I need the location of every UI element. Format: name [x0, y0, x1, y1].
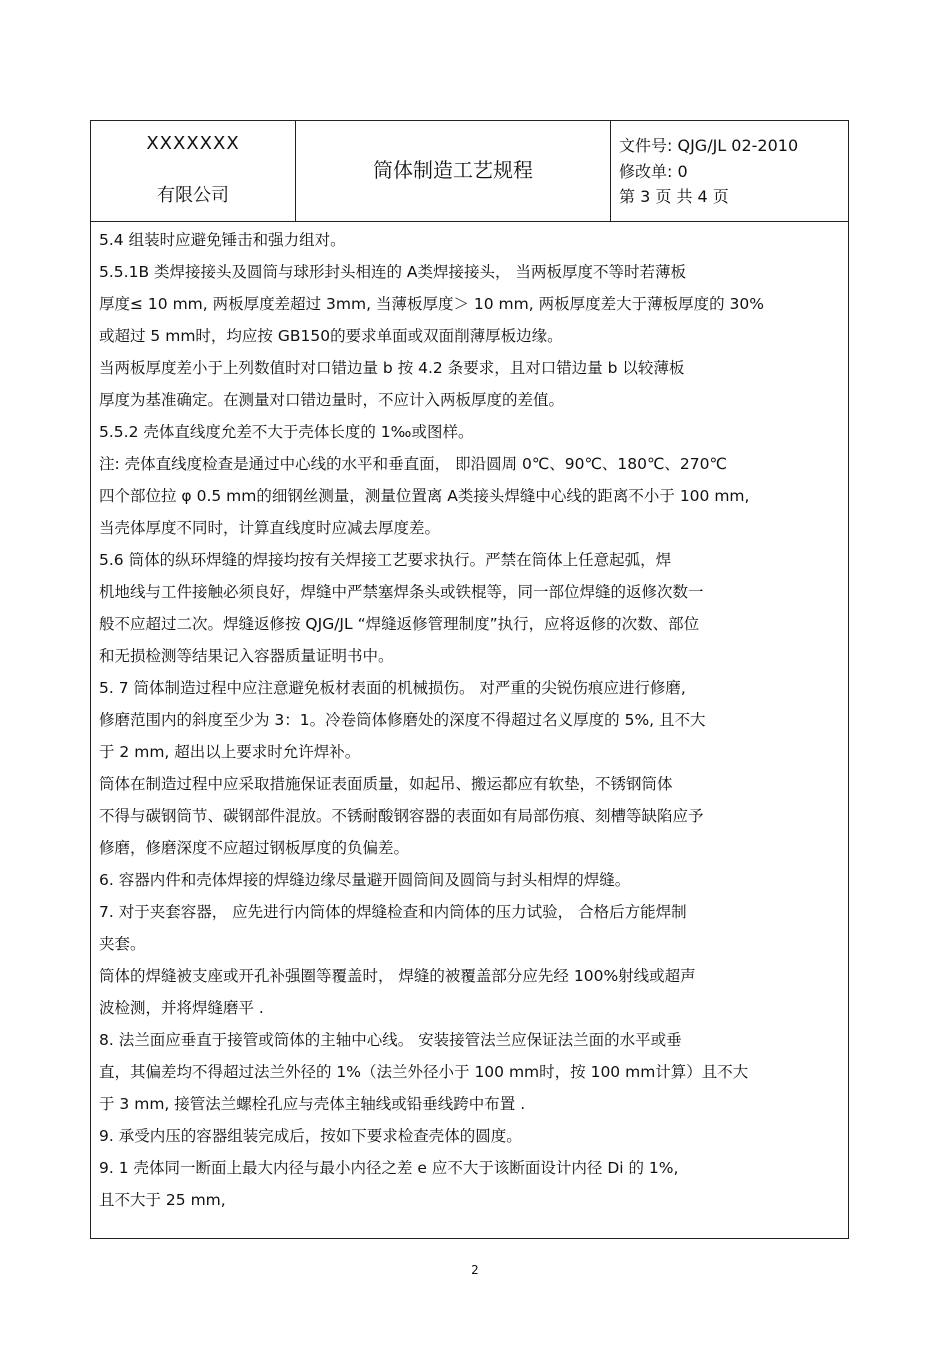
paragraph-line: 当壳体厚度不同时，计算直线度时应减去厚度差。	[99, 519, 441, 537]
paragraph-line: 于 3 mm, 接管法兰螺栓孔应与壳体主轴线或铅垂线跨中布置 .	[99, 1095, 526, 1113]
paragraph-line: 5.5.2 壳体直线度允差不大于壳体长度的 1‰或图样。	[99, 423, 474, 441]
paragraph-line: 四个部位拉 φ 0.5 mm的细钢丝测量，测量位置离 A类接头焊缝中心线的距离不小于 100 mm,	[99, 487, 750, 505]
paragraph-line: 当两板厚度差小于上列数值时对口错边量 b 按 4.2 条要求，且对口错边量 b 以较薄板	[99, 359, 685, 377]
paragraph-line: 6. 容器内件和壳体焊接的焊缝边缘尽量避开圆筒间及圆筒与封头相焊的焊缝。	[99, 871, 631, 889]
paragraph-line: 筒体在制造过程中应采取措施保证表面质量，如起吊、搬运都应有软垫，不锈钢筒体	[99, 775, 673, 793]
document-header	[91, 121, 848, 222]
company-cell	[91, 121, 296, 221]
paragraph-line: 筒体的焊缝被支座或开孔补强圈等覆盖时， 焊缝的被覆盖部分应先经 100%射线或超声	[99, 967, 696, 985]
paragraph-line: 于 2 mm, 超出以上要求时允许焊补。	[99, 743, 361, 761]
paragraph-line: 9. 承受内压的容器组装完成后，按如下要求检查壳体的圆度。	[99, 1127, 522, 1145]
document-number: 文件号: QJG/JL 02-2010	[619, 136, 799, 155]
paragraph-line: 和无损检测等结果记入容器质量证明书中。	[99, 647, 394, 665]
page-info: 第 3 页 共 4 页	[619, 187, 729, 206]
paragraph-line: 修磨，修磨深度不应超过钢板厚度的负偏差。	[99, 839, 410, 857]
paragraph-line: 5.6 筒体的纵环焊缝的焊接均按有关焊接工艺要求执行。严禁在筒体上任意起弧，焊	[99, 551, 672, 569]
document-title: 筒体制造工艺规程	[373, 158, 533, 182]
paragraph-line: 8. 法兰面应垂直于接管或筒体的主轴中心线。 安装接管法兰应保证法兰面的水平或垂	[99, 1031, 682, 1049]
paragraph-line: 不得与碳钢筒节、碳钢部件混放。不锈耐酸钢容器的表面如有局部伤痕、刻槽等缺陷应予	[99, 807, 704, 825]
paragraph-line: 厚度为基准确定。在测量对口错边量时，不应计入两板厚度的差值。	[99, 391, 565, 409]
paragraph-line: 9. 1 壳体同一断面上最大内径与最小内径之差 e 应不大于该断面设计内径 Di 的 1%,	[99, 1159, 679, 1177]
paragraph-line: 般不应超过二次。焊缝返修按 QJG/JL “焊缝返修管理制度”执行，应将返修的次数、部位	[99, 615, 700, 633]
page-number: 2	[471, 1263, 479, 1277]
paragraph-line: 7. 对于夹套容器， 应先进行内筒体的焊缝检查和内筒体的压力试验， 合格后方能焊制	[99, 903, 687, 921]
meta-cell	[611, 121, 848, 221]
paragraph-line: 且不大于 25 mm,	[99, 1191, 226, 1209]
document-frame	[90, 120, 849, 1239]
revision-number: 修改单: 0	[619, 162, 688, 181]
paragraph-line: 夹套。	[99, 935, 146, 953]
paragraph-line: 直，其偏差均不得超过法兰外径的 1%（法兰外径小于 100 mm时，按 100 mm计算）且不大	[99, 1063, 749, 1081]
paragraph-line: 机地线与工件接触必须良好，焊缝中严禁塞焊条头或铁棍等，同一部位焊缝的返修次数一	[99, 583, 704, 601]
paragraph-line: 修磨范围内的斜度至少为 3：1。冷卷筒体修磨处的深度不得超过名义厚度的 5%, 且不大	[99, 711, 706, 729]
paragraph-line: 波检测，并将焊缝磨平 .	[99, 999, 264, 1017]
company-name: XXXXXXX	[146, 133, 240, 154]
paragraph-line: 5.5.1B 类焊接接头及圆筒与球形封头相连的 A类焊接接头， 当两板厚度不等时若薄板	[99, 263, 686, 281]
company-suffix: 有限公司	[157, 185, 229, 206]
paragraph-line: 注: 壳体直线度检查是通过中心线的水平和垂直面， 即沿圆周 0℃、90℃、180℃、270℃	[99, 455, 727, 473]
paragraph-line: 5. 7 筒体制造过程中应注意避免板材表面的机械损伤。 对严重的尖锐伤痕应进行修磨,	[99, 679, 686, 697]
paragraph-line: 或超过 5 mm时，均应按 GB150的要求单面或双面削薄厚板边缘。	[99, 327, 563, 345]
paragraph-line: 厚度≤ 10 mm, 两板厚度差超过 3mm, 当薄板厚度＞ 10 mm, 两板厚度差大于薄板厚度的 30%	[99, 295, 764, 313]
title-cell	[296, 121, 611, 221]
paragraph-line: 5.4 组装时应避免锤击和强力组对。	[99, 231, 346, 249]
